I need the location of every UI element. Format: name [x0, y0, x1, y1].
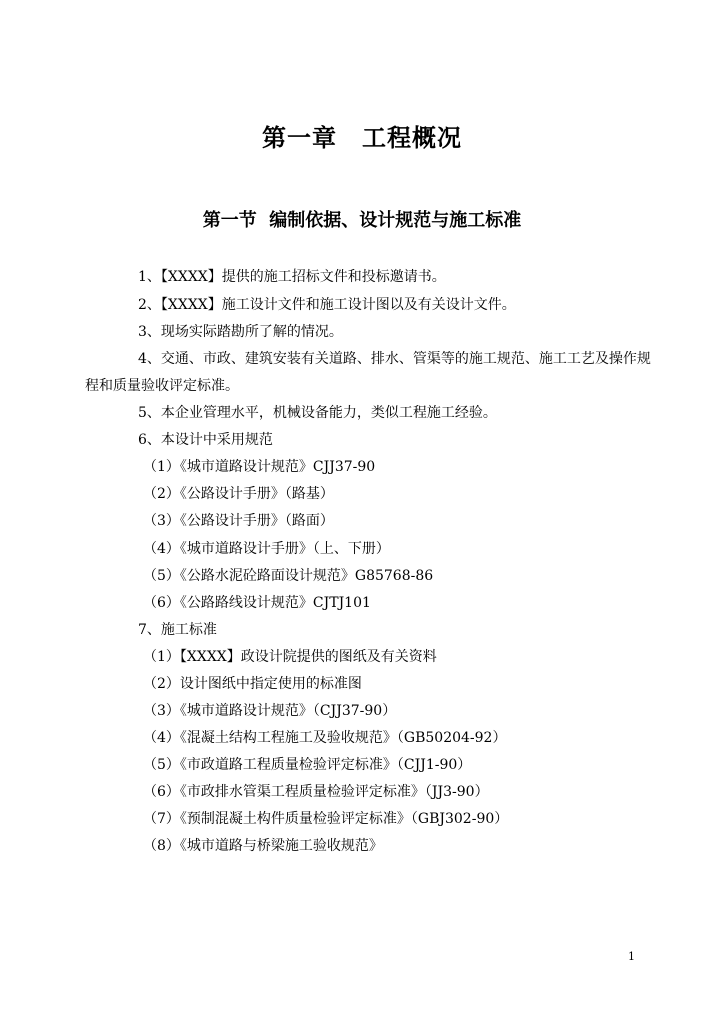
- standard-item-7: （7）《预制混凝土构件质量检验评定标准》（GBJ302-90）: [143, 811, 509, 827]
- basis-item-5: 5、本企业管理水平，机械设备能力，类似工程施工经验。: [138, 405, 497, 421]
- spec-item-2: （2）《公路设计手册》（路基）: [143, 486, 334, 502]
- basis-item-6-heading: 6、本设计中采用规范: [138, 432, 273, 448]
- standard-item-8: （8）《城市道路与桥梁施工验收规范》: [143, 838, 383, 854]
- section-title: 第一节 编制依据、设计规范与施工标准: [202, 210, 522, 231]
- spec-item-3: （3）《公路设计手册》（路面）: [143, 513, 334, 529]
- standard-item-1: （1）【XXXX】政设计院提供的图纸及有关资料: [143, 649, 437, 665]
- basis-item-1: 1、【XXXX】提供的施工招标文件和投标邀请书。: [138, 269, 446, 285]
- basis-item-4-continued: 程和质量验收评定标准。: [85, 378, 239, 394]
- standard-item-5: （5）《市政道路工程质量检验评定标准》（CJJ1-90）: [143, 757, 472, 773]
- basis-item-2: 2、【XXXX】施工设计文件和施工设计图以及有关设计文件。: [138, 297, 516, 313]
- standard-item-3: （3）《城市道路设计规范》（CJJ37-90）: [143, 703, 397, 719]
- standard-item-6: （6）《市政排水管渠工程质量检验评定标准》（JJ3-90）: [143, 784, 489, 800]
- basis-item-3: 3、现场实际踏勘所了解的情况。: [138, 324, 343, 340]
- basis-item-4: 4、交通、市政、建筑安装有关道路、排水、管渠等的施工规范、施工工艺及操作规: [138, 351, 651, 367]
- basis-item-7-heading: 7、施工标准: [138, 622, 217, 638]
- standard-item-2: （2）设计图纸中指定使用的标准图: [143, 676, 362, 692]
- spec-item-1: （1）《城市道路设计规范》CJJ37-90: [143, 459, 376, 475]
- chapter-title: 第一章 工程概况: [262, 124, 462, 152]
- spec-item-6: （6）《公路路线设计规范》CJTJ101: [143, 595, 371, 611]
- page-number: 1: [628, 950, 635, 963]
- spec-item-4: （4）《城市道路设计手册》（上、下册）: [143, 541, 390, 557]
- spec-item-5: （5）《公路水泥砼路面设计规范》G85768-86: [143, 568, 434, 584]
- standard-item-4: （4）《混凝土结构工程施工及验收规范》（GB50204-92）: [143, 730, 507, 746]
